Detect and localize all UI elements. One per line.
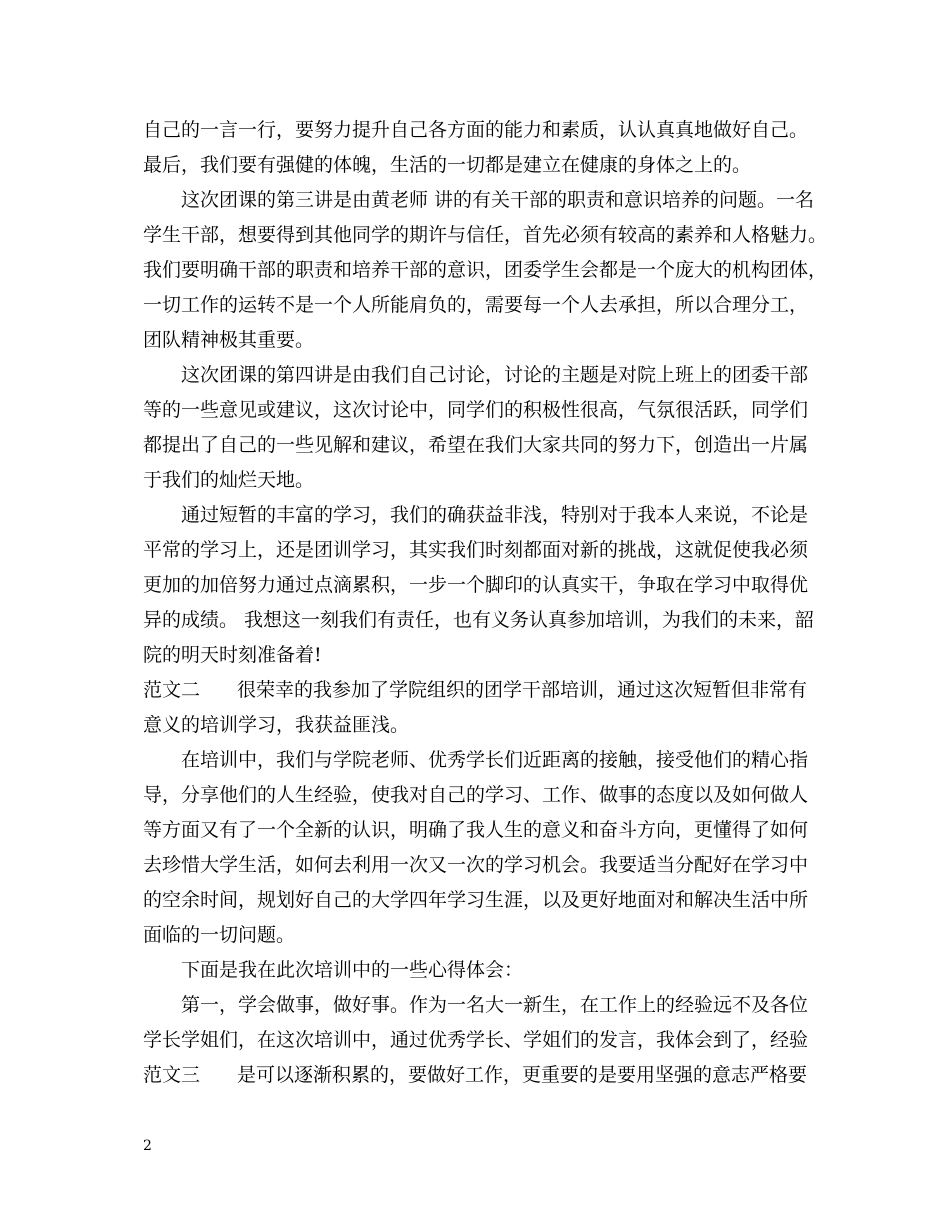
text-line [143, 1023, 833, 1058]
text-line [143, 813, 833, 848]
text-line [143, 428, 833, 463]
text-line [143, 778, 833, 813]
text-line [143, 708, 833, 743]
text-line [143, 288, 833, 323]
line-text: 自己的一言一行，要努力提升自己各方面的能力和素质，认认真真地做好自己。 [143, 119, 809, 141]
text-line [143, 533, 833, 568]
text-line [143, 638, 833, 673]
line-text: 这次团课的第三讲是由黄老师 讲的有关干部的职责和意识培养的问题。一名 [181, 189, 815, 211]
line-text: 院的明天时刻准备着! [143, 644, 322, 666]
line-text: 在培训中，我们与学院老师、优秀学长们近距离的接触，接受他们的精心指 [181, 749, 809, 771]
line-text: 更加的加倍努力通过点滴累积，一步一个脚印的认真实干，争取在学习中取得优 [143, 574, 809, 596]
text-line [143, 498, 833, 533]
line-text: 于我们的灿烂天地。 [143, 469, 315, 491]
line-text: 通过短暂的丰富的学习，我们的确获益非浅，特别对于我本人来说，不论是 [181, 504, 809, 526]
line-text: 等方面又有了一个全新的认识，明确了我人生的意义和奋斗方向，更懂得了如何 [143, 819, 809, 841]
line-text: 去珍惜大学生活，如何去利用一次又一次的学习机会。我要适当分配好在学习中 [143, 854, 809, 876]
text-line [143, 673, 833, 708]
line-text: 面临的一切问题。 [143, 924, 296, 946]
document-body [143, 113, 833, 1093]
text-line [143, 953, 833, 988]
line-text: 第一，学会做事，做好事。作为一名大一新生，在工作上的经验远不及各位 [181, 994, 809, 1016]
line-text: 是可以逐渐积累的，要做好工作，更重要的是要用坚强的意志严格要 [237, 1064, 808, 1086]
line-text: 异的成绩。 我想这一刻我们有责任，也有义务认真参加培训，为我们的未来，韶 [143, 609, 815, 631]
line-text: 学生干部，想要得到其他同学的期许与信任，首先必须有较高的素养和人格魅力。 [143, 224, 828, 246]
text-line [143, 603, 833, 638]
line-text: 下面是我在此次培训中的一些心得体会： [181, 959, 524, 981]
text-line [143, 148, 833, 183]
text-line [143, 568, 833, 603]
text-line [143, 743, 833, 778]
text-line [143, 183, 833, 218]
line-text: 一切工作的运转不是一个人所能肩负的，需要每一个人去承担，所以合理分工， [143, 294, 809, 316]
text-line [143, 883, 833, 918]
line-text: 平常的学习上，还是团训学习，其实我们时刻都面对新的挑战，这就促使我必须 [143, 539, 809, 561]
line-text: 最后，我们要有强健的体魄，生活的一切都是建立在健康的身体之上的。 [143, 154, 752, 176]
text-line [143, 463, 833, 498]
line-text: 意义的培训学习，我获益匪浅。 [143, 714, 410, 736]
line-text: 很荣幸的我参加了学院组织的团学干部培训，通过这次短暂但非常有 [237, 679, 808, 701]
line-text: 学长学姐们，在这次培训中，通过优秀学长、学姐们的发言，我体会到了，经验 [143, 1029, 809, 1051]
section-label: 范文三 [143, 1064, 201, 1086]
line-text: 都提出了自己的一些见解和建议，希望在我们大家共同的努力下，创造出一片属 [143, 434, 809, 456]
line-text: 团队精神极其重要。 [143, 329, 315, 351]
line-text: 等的一些意见或建议，这次讨论中，同学们的积极性很高，气氛很活跃，同学们 [143, 399, 809, 421]
line-text: 我们要明确干部的职责和培养干部的意识，团委学生会都是一个庞大的机构团体， [143, 259, 828, 281]
line-text: 这次团课的第四讲是由我们自己讨论，讨论的主题是对院上班上的团委干部 [181, 364, 809, 386]
text-line [143, 1058, 833, 1093]
text-line [143, 358, 833, 393]
text-line [143, 323, 833, 358]
text-line [143, 848, 833, 883]
text-line [143, 918, 833, 953]
text-line [143, 988, 833, 1023]
line-text: 的空余时间，规划好自己的大学四年学习生涯，以及更好地面对和解决生活中所 [143, 889, 809, 911]
text-line [143, 253, 833, 288]
page-number: 2 [143, 1138, 152, 1154]
text-line [143, 393, 833, 428]
section-label: 范文二 [143, 679, 201, 701]
text-line [143, 218, 833, 253]
text-line [143, 113, 833, 148]
line-text: 导，分享他们的人生经验，使我对自己的学习、工作、做事的态度以及如何做人 [143, 784, 809, 806]
